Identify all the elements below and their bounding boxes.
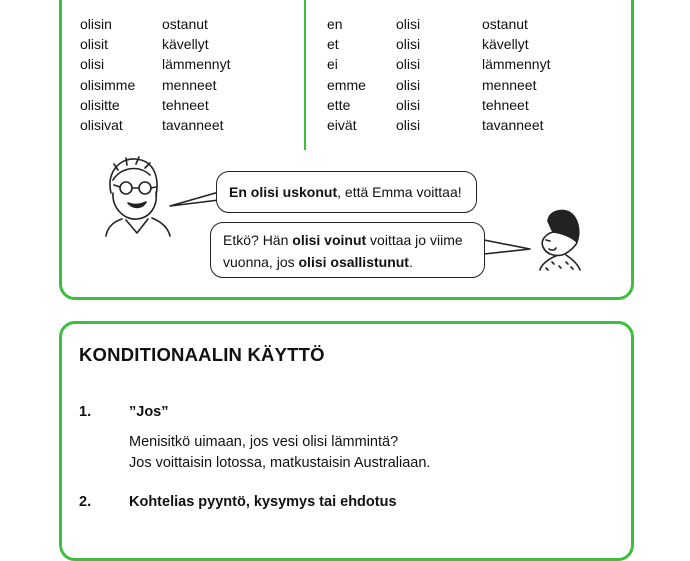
verb-form: olisi (396, 76, 421, 93)
participle: lämmennyt (162, 56, 231, 73)
verb-form: olisi (396, 96, 421, 113)
woman-illustration (540, 210, 580, 270)
verb-form: olisivat (80, 117, 123, 134)
speech-bubble-man (216, 171, 477, 213)
bubble-text: voittaa jo viime (366, 232, 463, 248)
bubble-bold-phrase: olisi voinut (292, 232, 367, 248)
verb-form: olisi (396, 117, 421, 134)
example-sentence: Menisitkö uimaan, jos vesi olisi lämmintä? (129, 434, 399, 450)
bubble-bold-phrase: olisi osallistunut (298, 254, 409, 270)
participle: ostanut (162, 16, 208, 32)
participle: menneet (482, 76, 537, 93)
verb-form: olisimme (80, 76, 136, 93)
verb-form: olisitte (80, 96, 120, 113)
participle: tehneet (162, 96, 209, 113)
verb-form: olisi (396, 36, 421, 53)
bubble-text: Etkö? Hän (223, 232, 293, 248)
section-heading: KONDITIONAALIN KÄYTTÖ (79, 344, 325, 365)
verb-form: olisi (396, 56, 421, 73)
negation-form: eivät (327, 117, 357, 134)
negation-form: ei (327, 56, 338, 73)
participle: lämmennyt (482, 56, 551, 73)
example-sentence: Jos voittaisin lotossa, matkustaisin Australiaan. (129, 455, 431, 471)
participle: tehneet (482, 96, 529, 113)
speech-bubble-woman (210, 222, 485, 278)
participle: tavanneet (162, 117, 224, 134)
item-title: ”Jos” (129, 404, 169, 420)
bubble-bold-phrase: En olisi uskonut (229, 184, 338, 200)
bubble-text: vuonna, jos (223, 254, 299, 270)
participle: kävellyt (162, 36, 209, 53)
negation-form: emme (327, 76, 366, 93)
verb-form: olisin (80, 16, 112, 32)
participle: tavanneet (482, 117, 544, 134)
man-with-glasses-illustration (106, 157, 170, 236)
item-number: 1. (79, 404, 92, 420)
verb-form: olisi (80, 56, 105, 73)
participle: menneet (162, 76, 217, 93)
item-title: Kohtelias pyyntö, kysymys tai ehdotus (129, 494, 397, 510)
bubble-text: . (408, 254, 413, 270)
negation-form: et (327, 36, 339, 53)
verb-form: olisi (396, 16, 421, 32)
verb-form: olisit (80, 36, 109, 53)
participle: kävellyt (482, 36, 529, 53)
item-number: 2. (79, 494, 92, 510)
participle: ostanut (482, 16, 528, 32)
bubble-text: , että Emma voittaa! (337, 184, 462, 200)
negation-form: en (327, 16, 343, 32)
negation-form: ette (327, 96, 351, 113)
